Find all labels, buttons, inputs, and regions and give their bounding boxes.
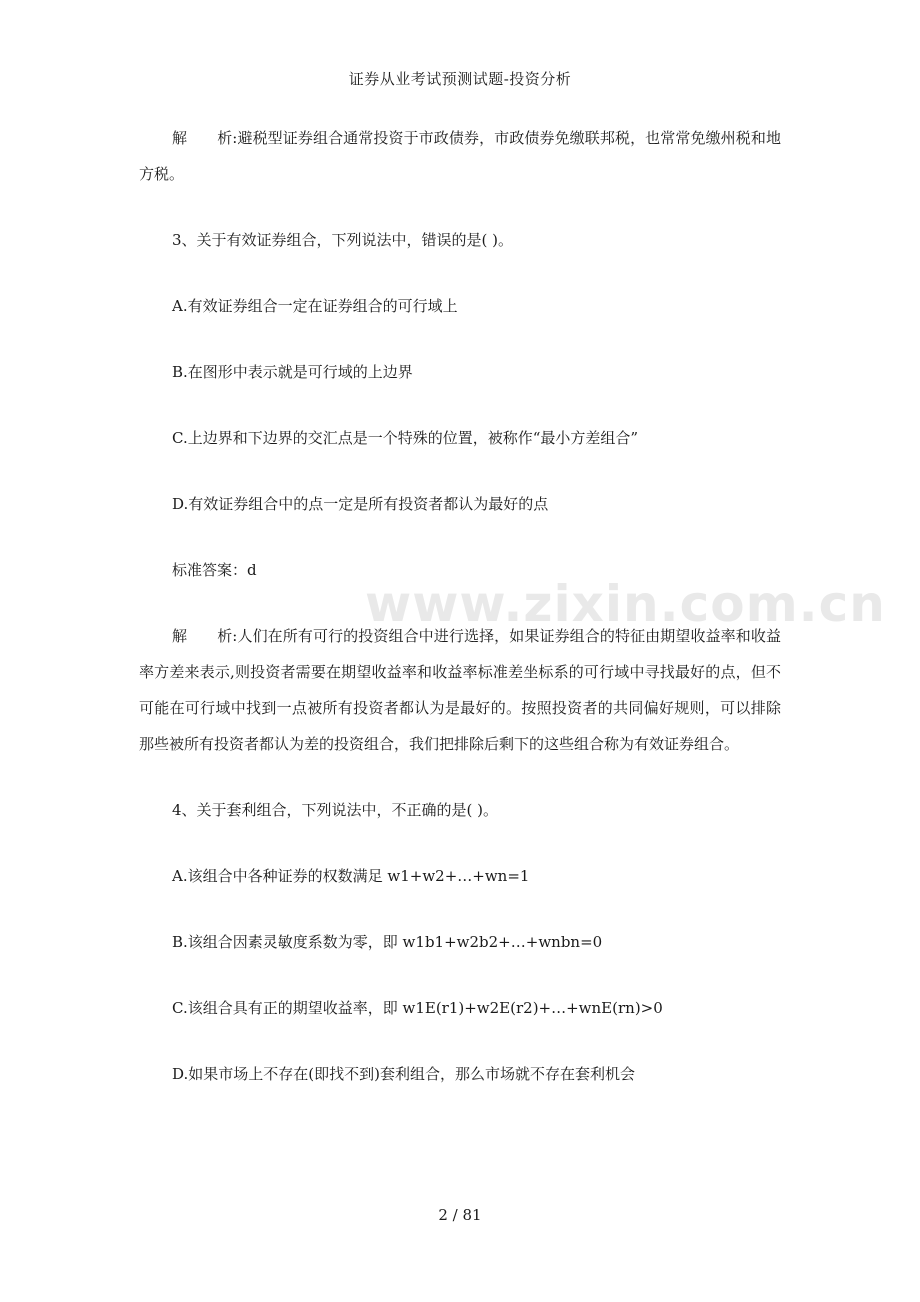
question-3-answer: 标准答案：d <box>172 561 257 579</box>
question-4-option-a: A.该组合中各种证券的权数满足 w1+w2+…+wn=1 <box>172 867 530 885</box>
document-body <box>139 120 781 1092</box>
question-3-option-d: D.有效证券组合中的点一定是所有投资者都认为最好的点 <box>172 495 549 513</box>
question-4-option-c: C.该组合具有正的期望收益率，即 w1E(r1)+w2E(r2)+…+wnE(rn)>0 <box>172 999 663 1017</box>
question-4-stem: 4、关于套利组合，下列说法中，不正确的是( )。 <box>172 801 499 819</box>
analysis-label: 解 析: <box>172 627 238 645</box>
page-number: 2 / 81 <box>438 1206 482 1224</box>
question-3-option-a: A.有效证券组合一定在证券组合的可行域上 <box>172 297 458 315</box>
question-3-option-b: B.在图形中表示就是可行域的上边界 <box>172 363 413 381</box>
page-title: 证券从业考试预测试题-投资分析 <box>348 70 572 88</box>
analysis-label: 解 析: <box>172 129 238 147</box>
watermark: www.zixin.com.cn <box>365 575 886 633</box>
analysis-text: 避税型证券组合通常投资于市政债券，市政债券免缴联邦税，也常常免缴州税和地方税。 <box>139 129 781 183</box>
question-4-option-d: D.如果市场上不存在(即找不到)套利组合，那么市场就不存在套利机会 <box>172 1065 635 1083</box>
question-3-option-c: C.上边界和下边界的交汇点是一个特殊的位置，被称作“最小方差组合” <box>172 429 639 447</box>
question-3-analysis <box>139 618 781 762</box>
analysis-paragraph <box>139 120 781 192</box>
analysis-text: 人们在所有可行的投资组合中进行选择，如果证券组合的特征由期望收益率和收益率方差来表示,则投资者需要在期望收益率和收益率标准差坐标系的可行域中寻找最好的点，但不可能在可行域中找到一点被所有投资者都认为是最好的。按照投资者的共同偏好规则，可以排除那些被所有投资者都认为差的投资组合，我们把排除后剩下的这些组合称为有效证券组合。 <box>139 627 781 753</box>
question-3-stem: 3、关于有效证券组合，下列说法中，错误的是( )。 <box>172 231 514 249</box>
question-4-option-b: B.该组合因素灵敏度系数为零，即 w1b1+w2b2+…+wnbn=0 <box>172 933 603 951</box>
